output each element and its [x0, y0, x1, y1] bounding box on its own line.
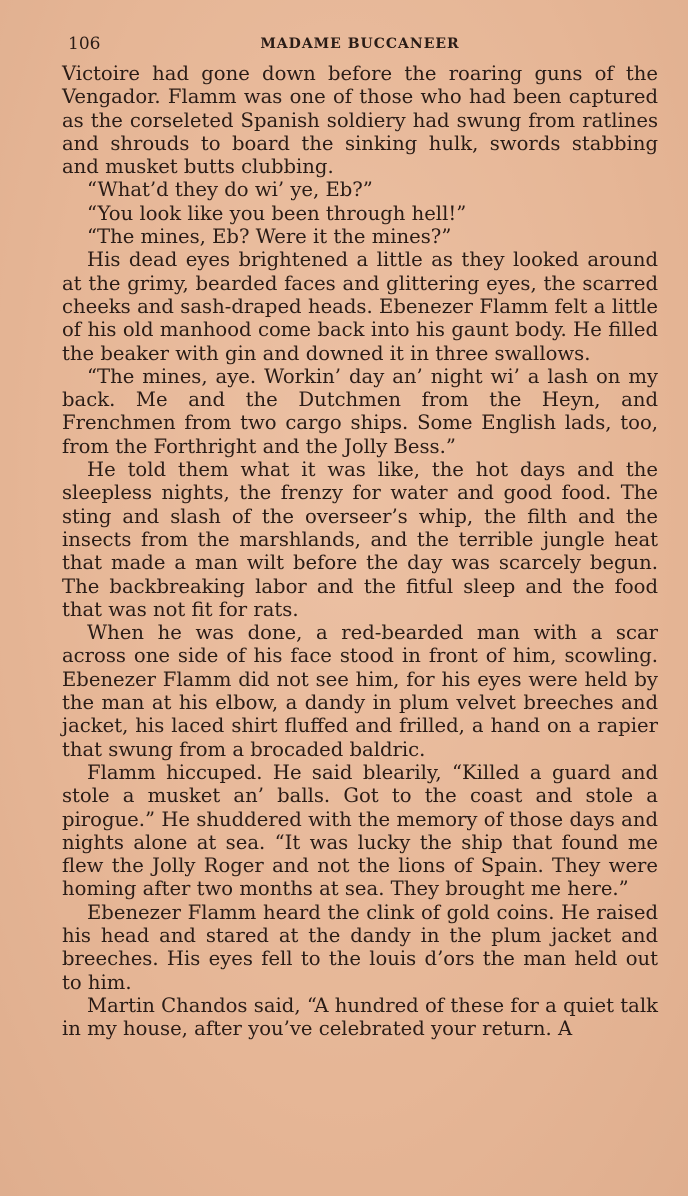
paragraph: His dead eyes brightened a little as they looked around at the grimy, bearded faces and glittering eyes, the scarred cheeks and sash-draped heads. Ebenezer Flamm felt a little of his old manhood come back into his gaunt body. He filled the beaker with gin and downed it in three swallows.	[62, 248, 658, 365]
paragraph: Martin Chandos said, “A hundred of these for a quiet talk in my house, after you’ve celebrated your return. A	[62, 993, 658, 1041]
body-text	[62, 62, 658, 1040]
paragraph: When he was done, a red-bearded man with a scar across one side of his face stood in front of him, scowling. Ebenezer Flamm did not see him, for his eyes were held by the man at his elbow, a dandy in plum velvet breeches and jacket, his laced shirt fluffed and frilled, a hand on a rapier that swung from a brocaded baldric.	[62, 621, 658, 761]
book-page	[62, 34, 658, 1040]
page-header	[62, 34, 658, 58]
paragraph: He told them what it was like, the hot days and the sleepless nights, the frenzy for water and good food. The sting and slash of the overseer’s whip, the filth and the insects from the marshlands, and the terrible jungle heat that made a man wilt before the day was scarcely begun. The backbreaking labor and the fitful sleep and the food that was not fit for rats.	[62, 458, 658, 621]
paragraph: “What’d they do wi’ ye, Eb?”	[87, 178, 373, 202]
paragraph: “The mines, Eb? Were it the mines?”	[87, 225, 452, 249]
running-head: MADAME BUCCANEER	[260, 36, 460, 52]
paragraph: “The mines, aye. Workin’ day an’ night wi’ a lash on my back. Me and the Dutchmen from the Heyn, and Frenchmen from two cargo ships. Some English lads, too, from the Forthright and the Jolly Bess.”	[62, 364, 658, 458]
paragraph: Ebenezer Flamm heard the clink of gold coins. He raised his head and stared at the dandy in the plum jacket and breeches. His eyes fell to the louis d’ors the man held out to him.	[62, 900, 658, 994]
page-number: 106	[68, 34, 101, 54]
paragraph: Victoire had gone down before the roaring guns of the Vengador. Flamm was one of those who had been captured as the corseleted Spanish soldiery had swung from ratlines and shrouds to board the sinking hulk, swords stabbing and musket butts clubbing.	[62, 62, 658, 179]
paragraph: “You look like you been through hell!”	[87, 201, 467, 225]
paragraph: Flamm hiccuped. He said blearily, “Killed a guard and stole a musket an’ balls. Got to the coast and stole a pirogue.” He shuddered with the memory of those days and nights alone at sea. “It was lucky the ship that found me flew the Jolly Roger and not the lions of Spain. They were homing after two months at sea. They brought me here.”	[62, 760, 658, 901]
